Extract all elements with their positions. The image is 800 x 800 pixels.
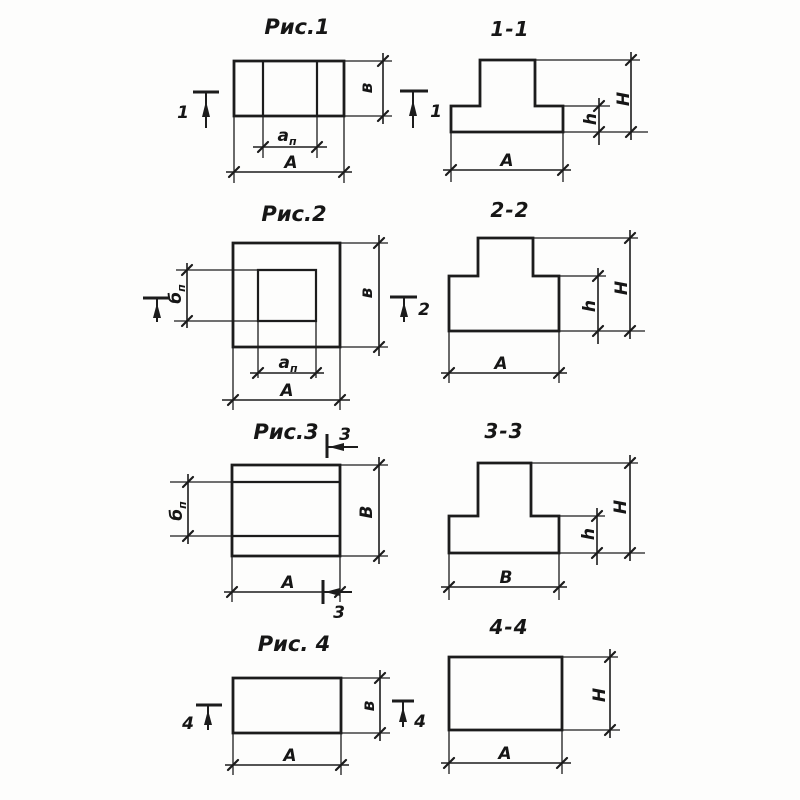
sec4-extension-lines	[449, 657, 620, 774]
fig3-dimension-bp	[167, 474, 193, 544]
fig4-plan-view	[181, 632, 426, 775]
fig3-marker-bottom-number: 3	[333, 603, 345, 623]
section-1-1-view	[443, 17, 648, 182]
fig1-dimension-B	[357, 53, 388, 124]
arrow-left-icon	[325, 588, 340, 596]
sec3-dimension-B	[441, 568, 567, 592]
sec4-dimension-A	[441, 744, 571, 768]
fig2-dim-ap-label: $а_п$	[278, 353, 298, 375]
section-3-3-outline	[449, 463, 559, 553]
fig2-dim-B-label: в	[357, 287, 377, 299]
arrow-up-icon	[204, 710, 212, 725]
sec2-dim-H-label: Н	[612, 280, 632, 296]
sec1-dimension-h	[581, 98, 604, 145]
fig2-plan-view	[143, 202, 430, 410]
fig4-marker-right-number: 4	[414, 712, 426, 732]
fig1-marker-left-number: 1	[177, 103, 189, 123]
arrow-up-icon	[409, 100, 417, 116]
fig2-marker-right-number: 2	[418, 300, 430, 320]
fig4-title: Рис. 4	[257, 632, 331, 656]
fig2-dimension-A	[222, 381, 350, 405]
sec1-dim-H-label: Н	[614, 91, 634, 107]
fig1-dim-B-label: в	[357, 82, 377, 94]
fig1-title: Рис.1	[264, 15, 330, 39]
section-4-4-view	[441, 615, 620, 774]
sec1-dimension-A	[443, 151, 571, 175]
fig1-dimension-ap	[253, 126, 327, 152]
fig3-outline	[232, 465, 340, 556]
fig3-extension-lines	[170, 465, 388, 602]
sec3-dimension-H	[611, 455, 635, 561]
fig1-dimension-A	[226, 153, 352, 177]
fig4-extension-lines	[233, 678, 390, 775]
section-4-4-title: 4-4	[489, 615, 529, 639]
fig3-section-marker-top	[327, 425, 358, 458]
fig3-dim-A-label: А	[281, 573, 295, 593]
fig2-outline	[233, 243, 340, 347]
sec4-dim-A-label: А	[498, 744, 512, 764]
section-2-2-title: 2-2	[490, 198, 530, 222]
fig4-outline	[233, 678, 341, 733]
sec3-dim-H-label: Н	[611, 499, 631, 515]
fig2-dimension-ap	[250, 353, 324, 378]
sec4-dim-H-label: Н	[590, 687, 610, 703]
fig1-section-marker-right	[400, 91, 442, 128]
section-1-1-title: 1-1	[490, 17, 530, 41]
sec3-dim-h-label: h	[579, 527, 599, 541]
arrow-up-icon	[400, 302, 408, 317]
sec2-dim-A-label: А	[494, 354, 508, 374]
fig4-section-marker-left	[181, 705, 222, 734]
fig3-dimension-A	[224, 573, 348, 597]
fig1-outline	[234, 61, 344, 116]
fig4-dim-B-label: в	[359, 700, 379, 712]
fig1-dim-ap-label: $а_п$	[277, 126, 297, 148]
fig3-dimension-B	[357, 457, 384, 564]
fig3-title: Рис.3	[253, 420, 319, 444]
fig1-section-marker-left	[177, 92, 219, 128]
fig3-plan-view	[167, 420, 388, 623]
sec3-dim-B-label: В	[499, 568, 513, 588]
fig1-marker-right-number: 1	[430, 102, 442, 122]
fig2-dim-A-label: А	[280, 381, 294, 401]
fig4-marker-left-number: 4	[182, 714, 194, 734]
section-3-3-view	[441, 419, 645, 600]
fig2-dim-bp-label: $б_п$	[166, 284, 188, 304]
section-2-2-outline	[449, 238, 559, 331]
fig4-dim-A-label: А	[283, 746, 297, 766]
section-3-3-title: 3-3	[484, 419, 524, 443]
section-1-1-outline	[451, 60, 563, 132]
section-2-2-view	[441, 198, 645, 383]
fig4-dimension-B	[359, 670, 385, 741]
fig3-dim-bp-label: $б_п$	[167, 501, 189, 521]
fig1-extension-lines	[234, 61, 392, 183]
fig2-dimension-B	[357, 235, 384, 356]
sec4-dimension-H	[590, 649, 615, 738]
fig2-dimension-bp	[166, 263, 192, 328]
section-4-4-outline	[449, 657, 562, 730]
fig2-title: Рис.2	[261, 202, 327, 226]
arrow-up-icon	[153, 303, 161, 318]
sec2-dimension-h	[580, 268, 603, 344]
sec2-dim-h-label: h	[580, 299, 600, 313]
fig3-marker-top-number: 3	[339, 425, 351, 445]
arrow-up-icon	[399, 707, 407, 722]
fig4-section-marker-right	[392, 701, 426, 732]
fig2-section-marker-right	[390, 297, 430, 322]
sec2-dimension-A	[441, 354, 567, 378]
arrow-up-icon	[202, 101, 210, 117]
fig1-plan-view	[177, 15, 442, 183]
sec1-dimension-H	[614, 52, 636, 140]
sec1-dim-A-label: А	[500, 151, 514, 171]
fig3-section-marker-bottom	[323, 580, 352, 623]
fig1-dim-A-label: А	[284, 153, 298, 173]
fig4-dimension-A	[225, 746, 349, 770]
sec1-dim-h-label: h	[581, 112, 601, 126]
sec2-dimension-H	[612, 230, 635, 339]
fig3-dim-B-label: В	[357, 505, 377, 519]
